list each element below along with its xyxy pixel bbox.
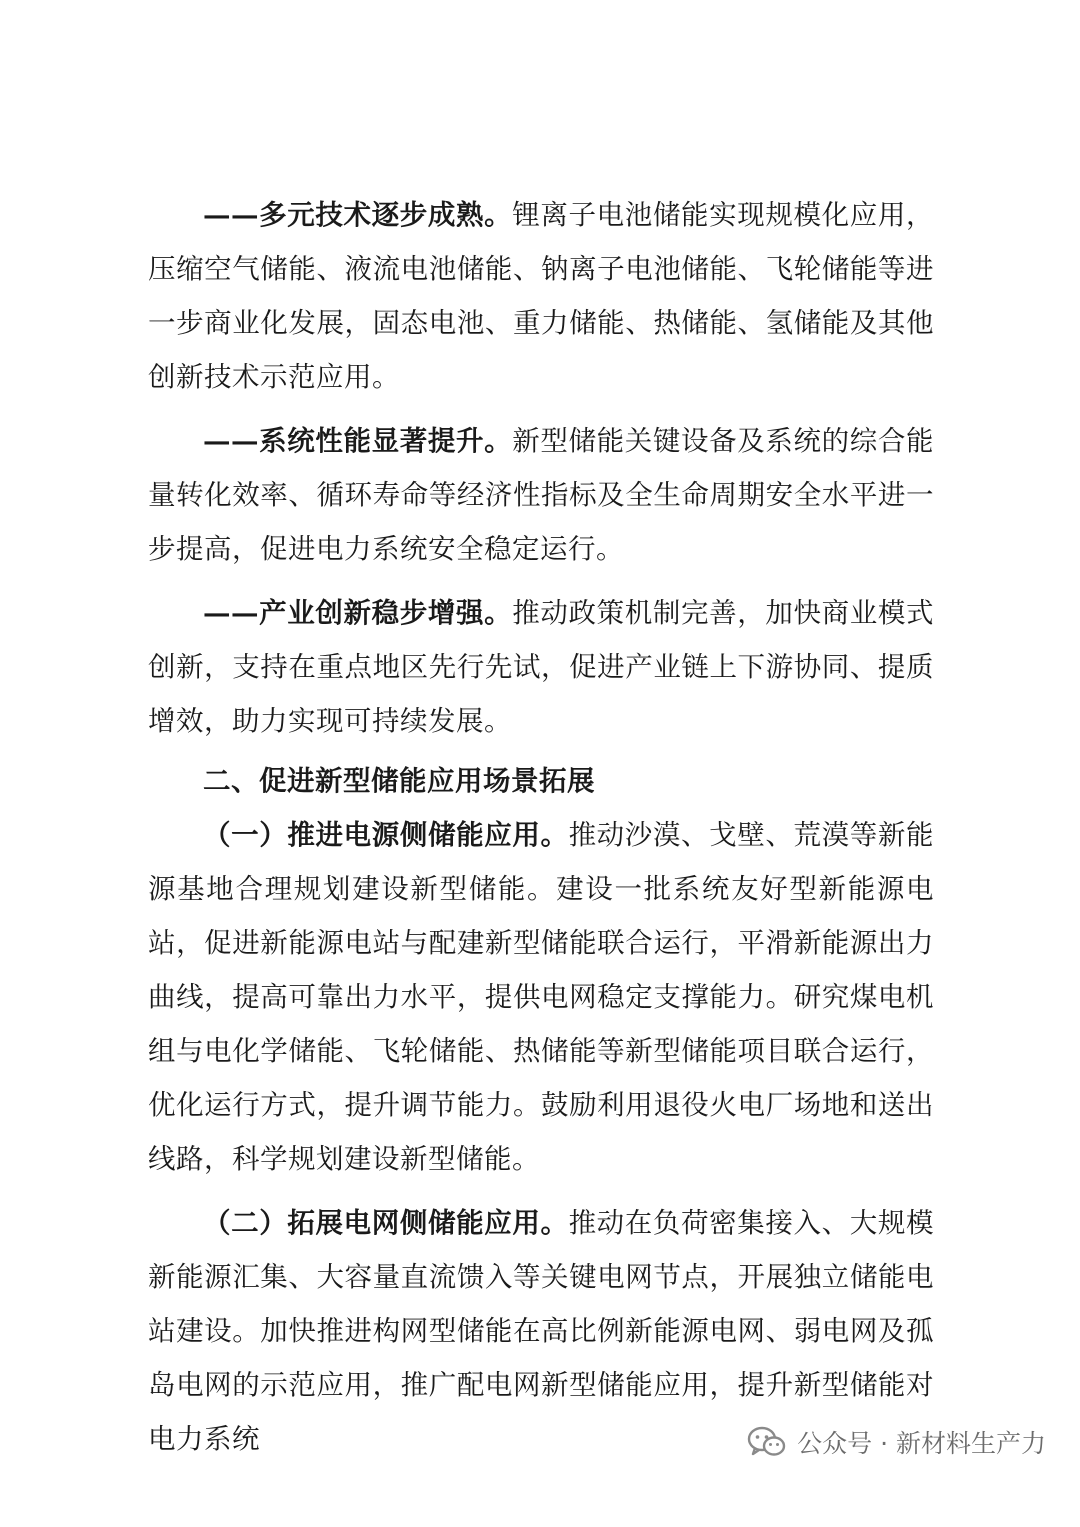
subsection-lead: （一）推进电源侧储能应用。 bbox=[203, 819, 569, 851]
subsection-lead: （二）拓展电网侧储能应用。 bbox=[203, 1207, 569, 1239]
section-heading: 二、促进新型储能应用场景拓展 bbox=[203, 765, 595, 797]
paragraph-industry-innovation bbox=[148, 586, 934, 748]
wechat-icon bbox=[747, 1425, 787, 1459]
paragraph-lead: ——产业创新稳步增强。 bbox=[203, 597, 513, 629]
watermark-text: 公众号 · 新材料生产力 bbox=[797, 1429, 1046, 1458]
paragraph-diverse-tech bbox=[148, 188, 934, 404]
paragraph-lead: ——系统性能显著提升。 bbox=[203, 425, 513, 457]
watermark bbox=[747, 1422, 1046, 1462]
paragraph-text: 锂离子电池储能实现规模化应用，压缩空气储能、液流电池储能、钠离子电池储能、飞轮储能等进一步商业化发展，固态电池、重力储能、热储能、氢储能及其他创新技术示范应用。 bbox=[148, 199, 934, 393]
document-body bbox=[148, 188, 934, 1466]
subsection-text: 推动沙漠、戈壁、荒漠等新能源基地合理规划建设新型储能。建设一批系统友好型新能源电站，促进新能源电站与配建新型储能联合运行，平滑新能源出力曲线，提高可靠出力水平，提供电网稳定支撑能力。研究煤电机组与电化学储能、飞轮储能、热储能等新型储能项目联合运行，优化运行方式，提升调节能力。鼓励利用退役火电厂场地和送出线路，科学规划建设新型储能。 bbox=[148, 819, 935, 1175]
subsection-text: 推动在负荷密集接入、大规模新能源汇集、大容量直流馈入等关键电网节点，开展独立储能电站建设。加快推进构网型储能在高比例新能源电网、弱电网及孤岛电网的示范应用，推广配电网新型储能应用，提升新型储能对电力系统 bbox=[148, 1207, 935, 1455]
paragraph-text: 推动政策机制完善，加快商业模式创新，支持在重点地区先行先试，促进产业链上下游协同、提质增效，助力实现可持续发展。 bbox=[148, 597, 934, 737]
subsection-power-side bbox=[148, 808, 934, 1186]
paragraph-system-performance bbox=[148, 414, 934, 576]
paragraph-text: 新型储能关键设备及系统的综合能量转化效率、循环寿命等经济性指标及全生命周期安全水平进一步提高，促进电力系统安全稳定运行。 bbox=[148, 425, 934, 565]
paragraph-lead: ——多元技术逐步成熟。 bbox=[203, 199, 513, 231]
